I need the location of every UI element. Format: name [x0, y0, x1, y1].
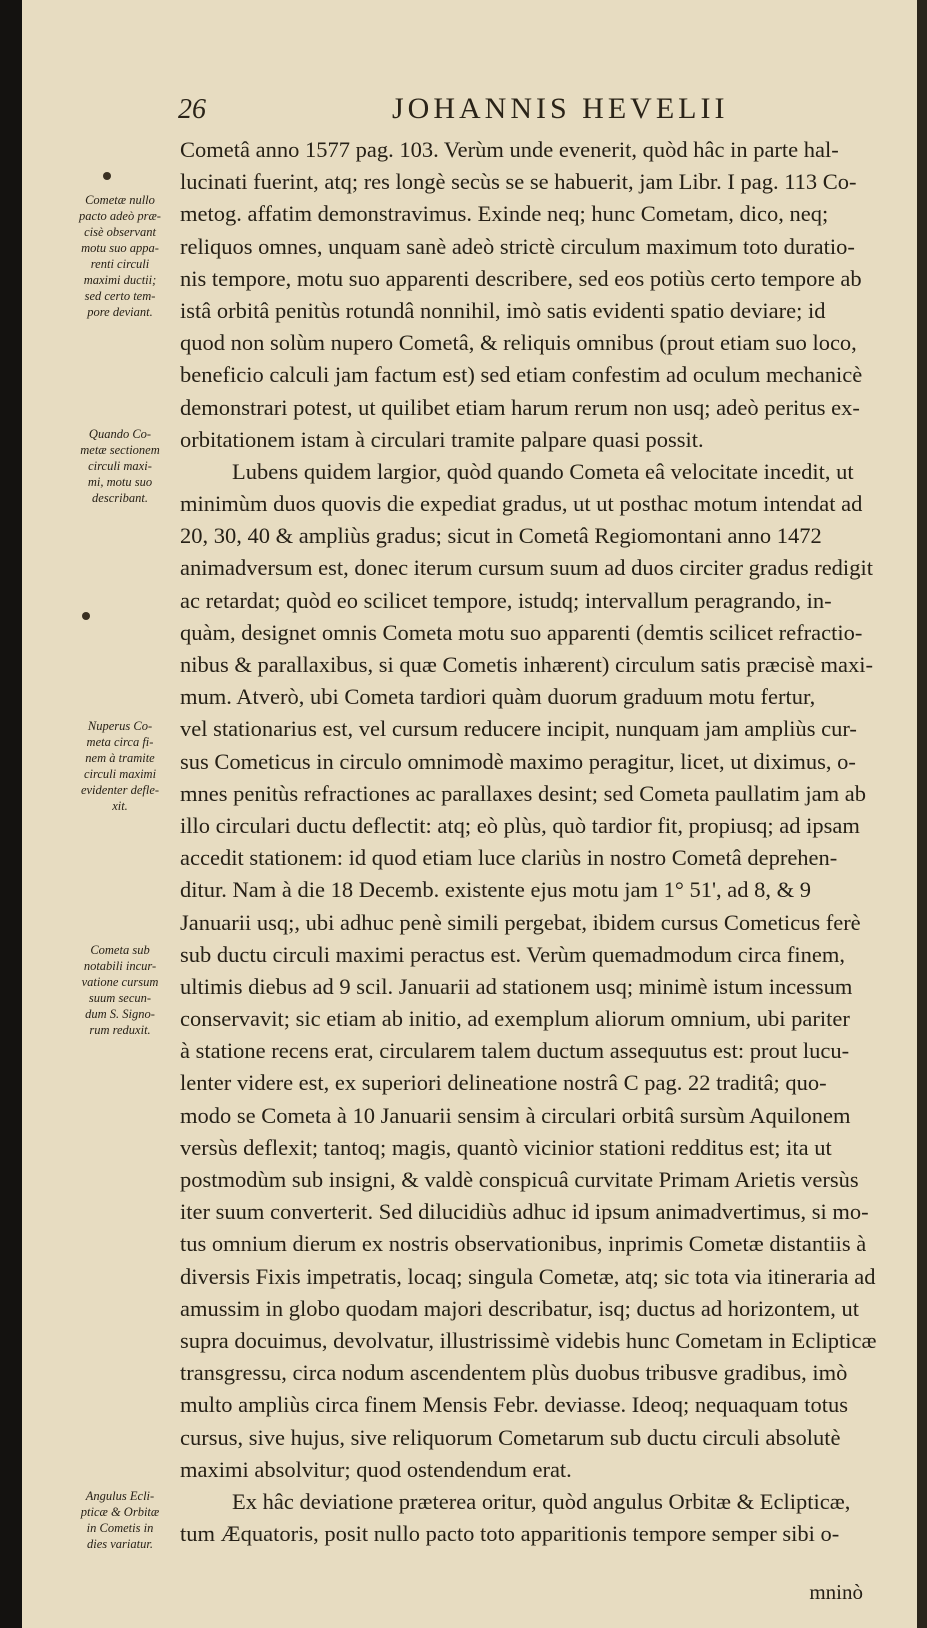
margin-note-4: Cometa sub notabili incur- vatione cursum suum secun- dum S. Signo- rum reduxit. [81, 943, 159, 1037]
ink-spot [103, 172, 111, 180]
text-line: istâ orbitâ penitùs rotundâ nonnihil, imò satis evidenti spatio deviare; id [180, 297, 826, 323]
margin-note-2: Quando Co- metæ sectionem circuli maxi- mi, motu suo describant. [80, 427, 160, 505]
text-line: Ex hâc deviatione præterea oritur, quòd angulus Orbitæ & Eclipticæ, [232, 1488, 851, 1514]
text-line: postmodùm sub insigni, & valdè conspicuâ curvitate Primam Arietis versùs [180, 1167, 859, 1192]
text-line: nis tempore, motu suo apparenti describere, sed eos potiùs certo tempore ab [180, 265, 862, 291]
margin-note-3: Nuperus Co- meta circa fi- nem à tramite circuli maximi evidenter defle- xit. [80, 719, 160, 813]
text-line: mnes penitùs refractiones ac parallaxes desint; sed Cometa paullatim jam ab [180, 780, 867, 806]
text-line: multo ampliùs circa finem Mensis Febr. deviasse. Ideoq; nequaquam totus [180, 1392, 848, 1418]
text-line: à statione recens erat, circularem talem ductum assequutus est: prout lucu- [180, 1038, 850, 1064]
text-line: maximi absolvitur; quod ostendendum erat. [180, 1456, 572, 1482]
text-line: 20, 30, 40 & ampliùs gradus; sicut in Cometâ Regiomontani anno 1472 [180, 523, 822, 549]
text-line: ac retardat; quòd eo scilicet tempore, istudq; intervallum peragrando, in- [180, 587, 832, 613]
text-line: beneficio calculi jam factum est) sed etiam confestim ad oculum mechanicè [180, 362, 863, 388]
text-line: mum. Atverò, ubi Cometa tardiori quàm duorum graduum motu fertur, [180, 684, 816, 710]
page-header [170, 88, 870, 128]
text-line: conservavit; sic etiam ab initio, ad exemplum aliorum omnium, ubi pariter [180, 1006, 850, 1032]
text-line: quod non solùm nupero Cometâ, & reliquis omnibus (prout etiam suo loco, [180, 330, 857, 356]
text-line: reliquos omnes, unquam sanè adeò strictè circulum maximum toto duratio- [180, 233, 855, 259]
text-line: Cometâ anno 1577 pag. 103. Verùm unde evenerit, quòd hâc in parte hal- [180, 137, 839, 162]
text-line: cursus, sive hujus, sive reliquorum Cometarum sub ductu circuli absolutè [180, 1424, 841, 1450]
text-line: diversis Fixis impetratis, locaq; singula Cometæ, atq; sic tota via itineraria ad [180, 1263, 876, 1289]
text-line: iter suum converterit. Sed dilucidiùs adhuc id ipsum animadvertimus, si mo- [180, 1199, 869, 1225]
text-line: amussim in globo quodam majori describatur, isq; ductus ad horizontem, ut [180, 1295, 859, 1321]
margin-note-1: Cometæ nullo pacto adeò præ- cisè observant motu suo appa- renti circuli maximi ductii; sed certo tem- pore deviant. [79, 193, 161, 319]
page-edge-shadow [917, 0, 927, 1628]
text-line: metog. affatim demonstravimus. Exinde neq; hunc Cometam, dico, neq; [180, 201, 829, 227]
binding-gutter [0, 0, 22, 1628]
text-line: modo se Cometa à 10 Januarii sensim à circulari orbitâ sursùm Aquilonem [180, 1102, 851, 1128]
text-line: accedit stationem: id quod etiam luce clariùs in nostro Cometâ deprehen- [180, 845, 838, 871]
catchword: mninò [809, 1580, 863, 1604]
text-line: orbitationem istam à circulari tramite palpare quasi possit. [180, 426, 704, 452]
ink-spot [82, 612, 90, 620]
text-line: sub ductu circuli maximi peractus est. Verùm quemadmodum circa finem, [180, 941, 846, 967]
text-line: transgressu, circa nodum ascendentem plùs duobus tribusve gradibus, imò [180, 1360, 848, 1386]
text-line: Januarii usq;, ubi adhuc penè simili pergebat, ibidem cursus Cometicus ferè [180, 909, 861, 935]
text-line: nibus & parallaxibus, si quæ Cometis inhærent) circulum satis præcisè maxi- [180, 652, 874, 677]
text-line: lucinati fuerint, atq; res longè secùs se se habuerit, jam Libr. I pag. 113 Co- [180, 169, 857, 195]
text-line: sus Cometicus in circulo omnimodè maximo peragitur, licet, ut diximus, o- [180, 748, 856, 774]
margin-note-5: Angulus Ecli- pticæ & Orbitæ in Cometis in dies variatur. [80, 1489, 160, 1551]
text-line: tus omnium dierum ex nostris observationibus, inprimis Cometæ distantiis à [180, 1231, 867, 1257]
text-line: minimùm duos quovis die expediat gradus, ut ut posthac motum intendat ad [180, 491, 863, 517]
text-line: Lubens quidem largior, quòd quando Cometa eâ velocitate incedit, ut [232, 458, 854, 484]
text-line: animadversum est, donec iterum cursum suum ad duos circiter gradus redigit [180, 555, 873, 581]
text-line: illo circulari ductu deflectit: atq; eò plùs, quò tardior fit, propiusq; ad ipsam [180, 812, 860, 838]
running-title: JOHANNIS HEVELII [392, 92, 729, 125]
text-line: ultimis diebus ad 9 scil. Januarii ad stationem usq; minimè istum incessum [180, 973, 853, 999]
text-line: quàm, designet omnis Cometa motu suo apparenti (demtis scilicet refractio- [180, 619, 863, 645]
text-line: tum Æquatoris, posit nullo pacto toto apparitionis tempore semper sibi o- [180, 1521, 840, 1547]
text-line: supra docuimus, devolvatur, illustrissimè videbis hunc Cometam in Eclipticæ [180, 1327, 877, 1353]
text-line: vel stationarius est, vel cursum reducere incipit, nunquam jam ampliùs cur- [180, 716, 857, 742]
text-line: lenter videre est, ex superiori delineatione nostrâ C pag. 22 traditâ; quo- [180, 1070, 827, 1096]
text-line: ditur. Nam à die 18 Decemb. existente ejus motu jam 1° 51', ad 8, & 9 [180, 877, 812, 903]
text-line: demonstrari potest, ut quilibet etiam harum rerum non usq; adeò peritus ex- [180, 394, 860, 420]
page-number: 26 [178, 94, 206, 125]
text-line: versùs deflexit; tantoq; magis, quantò vicinior stationi redditus est; ita ut [180, 1134, 832, 1160]
main-text [180, 134, 900, 1550]
